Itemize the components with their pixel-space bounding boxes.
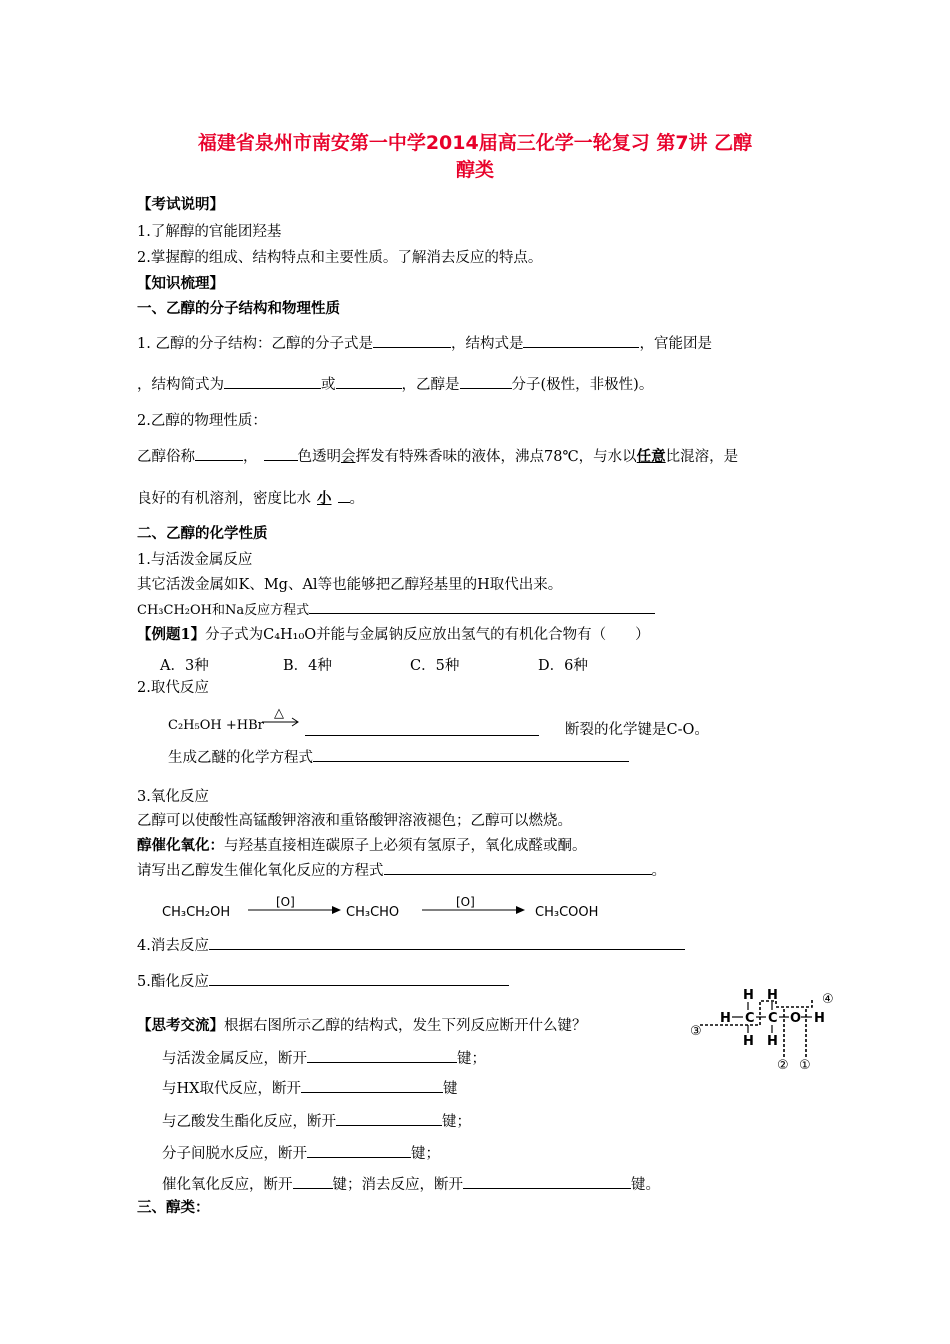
esterification-label: 5.酯化反应: [137, 974, 209, 990]
atom-h-top-2: H: [767, 988, 778, 1003]
reaction1-equation-label: CH₃CH₂OH和Na反应方程式: [137, 603, 310, 618]
atom-h-bottom-2: H: [767, 1034, 778, 1049]
phys-text-b: ，: [243, 449, 258, 465]
example1-text: 分子式为C₄H₁₀O并能与金属钠反应放出氢气的有机化合物有（ ）: [205, 627, 650, 643]
catalytic-bond-blank[interactable]: [293, 1173, 333, 1189]
reaction1-text: 其它活泼金属如K、Mg、Al等也能够把乙醇羟基里的H取代出来。: [137, 577, 563, 593]
formula-blank[interactable]: [373, 332, 451, 348]
atom-h-right: H: [814, 1011, 825, 1026]
oxidation-equation-label: 请写出乙醇发生催化氧化反应的方程式: [137, 863, 384, 879]
exam-item-1: 1.了解醇的官能团羟基: [137, 224, 282, 240]
discussion-item-ester-end: 键；: [442, 1114, 471, 1130]
option-b[interactable]: B．4种: [283, 658, 332, 674]
q1-text-d: ，结构简式为: [137, 377, 224, 393]
catalytic-oxidation-line: [137, 834, 587, 855]
elimination-label: 4.消去反应: [137, 938, 209, 954]
atom-c-2: C: [768, 1011, 778, 1026]
q1-text-c: ，官能团是: [639, 336, 712, 352]
elimination-bond-label: 键；消去反应，断开: [332, 1177, 463, 1193]
phys-text-h: 良好的有机溶剂，密度比水: [137, 491, 311, 507]
phys-text-d: 会: [341, 449, 356, 465]
ester-bond-blank[interactable]: [336, 1110, 442, 1126]
dehydration-bond-blank[interactable]: [307, 1142, 411, 1158]
phys-text-f: 任意: [636, 448, 666, 465]
q1-text-b: ，结构式是: [450, 336, 524, 352]
acetaldehyde-formula: CH₃CHO: [346, 905, 400, 920]
esterification-line: [137, 970, 509, 991]
hbr-product-blank[interactable]: [305, 720, 539, 736]
discussion-text: 根据右图所示乙醇的结构式，发生下列反应断开什么键？: [224, 1018, 587, 1034]
section2-heading: 二、乙醇的化学性质: [137, 525, 268, 542]
ether-equation-label: 生成乙醚的化学方程式: [168, 750, 313, 766]
phys-text-e: 挥发有特殊香味的液体，沸点78℃，与水以: [355, 449, 637, 465]
atom-h-left: H: [720, 1011, 731, 1026]
common-name-blank[interactable]: [195, 445, 243, 461]
atom-h-bottom-1: H: [743, 1034, 754, 1049]
ether-equation-line: [168, 746, 629, 767]
heat-symbol: △: [274, 706, 284, 721]
structure-line-2: [137, 373, 653, 394]
catalytic-oxidation-label: 醇催化氧化：: [137, 837, 224, 854]
physical-line-2: [137, 487, 364, 508]
hbr-reactants: C₂H₅OH +HBr: [168, 718, 264, 733]
catalytic-label: 催化氧化反应，断开: [162, 1177, 293, 1193]
atom-c-1: C: [745, 1011, 755, 1026]
catalytic-oxidation-text: 与羟基直接相连碳原子上必须有氢原子，氧化成醛或酮。: [224, 838, 587, 854]
exam-heading: 【考试说明】: [137, 196, 224, 213]
physical-line-1: [137, 445, 738, 466]
section1-heading: 一、乙醇的分子结构和物理性质: [137, 300, 340, 317]
reaction1-heading: 1.与活泼金属反应: [137, 552, 253, 568]
structural-formula-blank[interactable]: [523, 332, 639, 348]
atom-o: O: [790, 1011, 802, 1026]
bond-label-4: ④: [822, 992, 834, 1007]
acetic-acid-formula: CH₃COOH: [535, 905, 599, 920]
ethanol-formula: CH₃CH₂OH: [162, 905, 231, 920]
phys-text-a: 乙醇俗称: [137, 449, 195, 465]
discussion-item-ester: [162, 1110, 471, 1131]
reaction3-heading: 3.氧化反应: [137, 789, 209, 805]
elimination-line: [137, 934, 685, 955]
oxidation-arrow-1: [246, 895, 344, 917]
oxidation-equation-end: 。: [651, 863, 666, 879]
ethanol-structure-diagram: [690, 985, 840, 1075]
discussion-item-dehydration-text: 分子间脱水反应，断开: [162, 1146, 307, 1162]
option-c[interactable]: C．5种: [410, 658, 460, 674]
broken-bond-note: 断裂的化学键是C-O。: [565, 722, 709, 738]
discussion-item-dehydration: [162, 1142, 440, 1163]
page-title-line2: 醇类: [455, 159, 494, 181]
discussion-label: 【思考交流】: [137, 1017, 224, 1034]
discussion-item-last: [162, 1173, 660, 1194]
oxidation-equation-blank[interactable]: [384, 859, 652, 875]
discussion-item-hx: [162, 1077, 457, 1098]
section3-heading: 三、醇类：: [137, 1199, 210, 1216]
elimination-bond-blank[interactable]: [463, 1173, 631, 1189]
metal-bond-blank[interactable]: [307, 1047, 457, 1063]
discussion-item-ester-text: 与乙酸发生酯化反应，断开: [162, 1114, 336, 1130]
sodium-equation-blank[interactable]: [309, 598, 655, 614]
discussion-item-hx-end: 键: [442, 1081, 458, 1097]
discussion-item-metal-end: 键；: [457, 1051, 486, 1067]
exam-item-2: 2.掌握醇的组成、结构特点和主要性质。了解消去反应的特点。: [137, 250, 543, 266]
simple-formula-blank-1[interactable]: [224, 373, 321, 389]
q1-text-f: ，乙醇是: [401, 377, 460, 393]
option-d[interactable]: D．6种: [538, 658, 588, 674]
example1: [137, 623, 650, 644]
density-blank-tail: [338, 487, 350, 503]
knowledge-heading: 【知识梳理】: [137, 275, 224, 292]
bond-label-2: ②: [777, 1058, 789, 1073]
discussion-line: [137, 1014, 587, 1035]
phys-text-g: 比混溶，是: [665, 449, 739, 465]
reaction1-equation-line: [137, 598, 655, 618]
oxidation-equation-line: [137, 859, 666, 880]
discussion-item-dehydration-end: 键；: [411, 1146, 440, 1162]
color-blank[interactable]: [264, 445, 298, 461]
discussion-item-hx-text: 与HX取代反应，断开: [162, 1081, 301, 1097]
discussion-item-metal-text: 与活泼金属反应，断开: [162, 1051, 307, 1067]
bond-label-3: ③: [690, 1024, 702, 1039]
example1-label: 【例题1】: [137, 626, 206, 643]
physical-properties-heading: 2.乙醇的物理性质：: [137, 413, 267, 429]
atom-h-top-1: H: [743, 988, 754, 1003]
polarity-blank[interactable]: [460, 373, 512, 389]
phys-text-c: 色透明: [297, 449, 341, 465]
heat-arrow: [260, 703, 302, 729]
phys-text-j: 。: [349, 491, 364, 507]
oxidation-arrow-1-label: [O]: [276, 895, 295, 909]
page-title: 福建省泉州市南安第一中学2014届高三化学一轮复习 第7讲 乙醇: [197, 132, 753, 154]
q1-text-g: 分子(极性，非极性)。: [511, 377, 654, 393]
elimination-blank[interactable]: [209, 934, 685, 950]
ether-equation-blank[interactable]: [313, 746, 629, 762]
reaction3-text: 乙醇可以使酸性高锰酸钾溶液和重铬酸钾溶液褪色；乙醇可以燃烧。: [137, 813, 572, 829]
hx-bond-blank[interactable]: [301, 1077, 443, 1093]
reaction2-heading: 2.取代反应: [137, 680, 209, 696]
discussion-item-metal: [162, 1047, 486, 1068]
discussion-last-end: 键。: [631, 1177, 660, 1193]
phys-text-i: 小: [317, 490, 332, 507]
q1-text-a: 1. 乙醇的分子结构：乙醇的分子式是: [137, 336, 373, 352]
option-a[interactable]: A．3种: [160, 658, 209, 674]
esterification-blank[interactable]: [209, 970, 509, 986]
molecular-structure-line: [137, 332, 712, 353]
bond-label-1: ①: [799, 1058, 811, 1073]
oxidation-arrow-2: [420, 895, 528, 917]
simple-formula-blank-2[interactable]: [336, 373, 402, 389]
q1-text-e: 或: [321, 377, 336, 393]
oxidation-arrow-2-label: [O]: [456, 895, 475, 909]
